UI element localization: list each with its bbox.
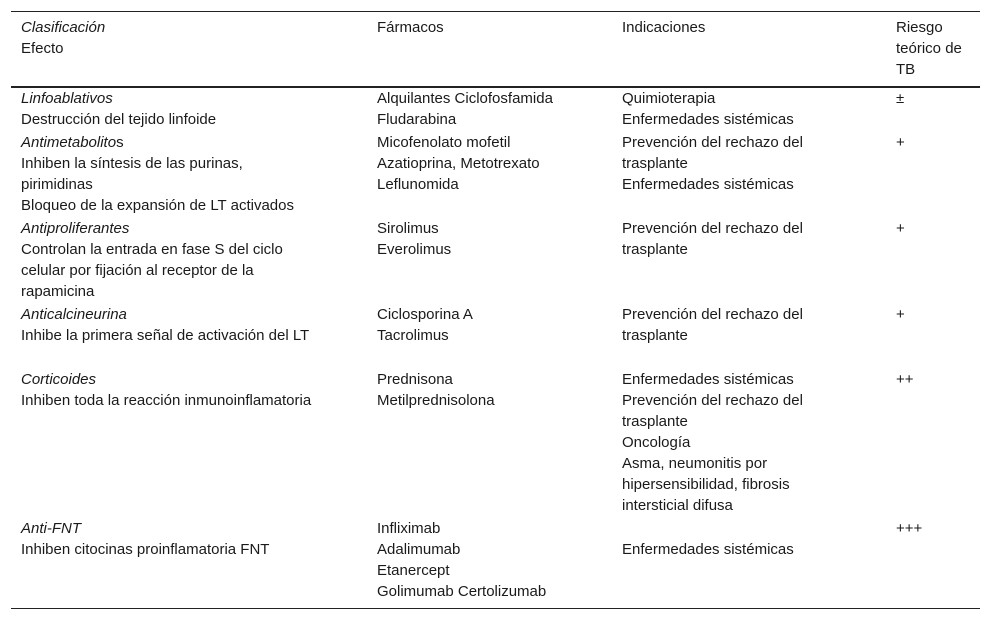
row-risk: + [896, 134, 905, 151]
header-drugs: Fármacos [377, 19, 444, 36]
row-drugs: Alquilantes Ciclofosfamida Fludarabina [377, 90, 553, 128]
row-risk: + [896, 220, 905, 237]
row-indications: Prevención del rechazo del trasplante [622, 306, 803, 344]
row-classification: Antimetabolitos Inhiben la síntesis de las purinas, pirimidinas Bloqueo de la expansión de LT activados [21, 134, 294, 214]
row-indications: Prevención del rechazo del trasplante Enfermedades sistémicas [622, 134, 803, 193]
table-top-rule [11, 11, 980, 12]
row-classification: Antiproliferantes Controlan la entrada en fase S del ciclo celular por fijación al receptor de la rapamicina [21, 220, 283, 300]
row-drugs: Prednisona Metilprednisolona [377, 371, 495, 409]
header-classification: Clasificación Efecto [21, 19, 106, 57]
row-risk: + [896, 306, 905, 323]
header-indications: Indicaciones [622, 19, 706, 36]
table-bottom-rule [11, 608, 980, 609]
row-drugs: Ciclosporina A Tacrolimus [377, 306, 473, 344]
row-indications: Enfermedades sistémicas [622, 541, 794, 558]
row-drugs: Infliximab Adalimumab Etanercept Golimumab Certolizumab [377, 520, 547, 600]
row-classification: Linfoablativos Destrucción del tejido linfoide [21, 90, 217, 128]
row-drugs: Micofenolato mofetil Azatioprina, Metotrexato Leflunomida [377, 134, 540, 193]
row-indications: Quimioterapia Enfermedades sistémicas [622, 90, 794, 128]
row-indications: Enfermedades sistémicas Prevención del rechazo del trasplante Oncología Asma, neumonitis por hipersensibilidad, fibrosis intersticial difusa [622, 371, 803, 514]
row-classification: Anticalcineurina Inhibe la primera señal de activación del LT [21, 306, 310, 344]
row-classification: Corticoides Inhiben toda la reacción inmunoinflamatoria [21, 371, 312, 409]
row-drugs: Sirolimus Everolimus [377, 220, 452, 258]
row-classification: Anti-FNT Inhiben citocinas proinflamatoria FNT [21, 520, 270, 558]
header-tb-risk: Riesgo teórico de TB [896, 19, 962, 78]
row-risk: +++ [896, 520, 923, 537]
row-risk: ++ [896, 371, 914, 388]
row-risk: ± [896, 90, 905, 107]
row-indications: Prevención del rechazo del trasplante [622, 220, 803, 258]
